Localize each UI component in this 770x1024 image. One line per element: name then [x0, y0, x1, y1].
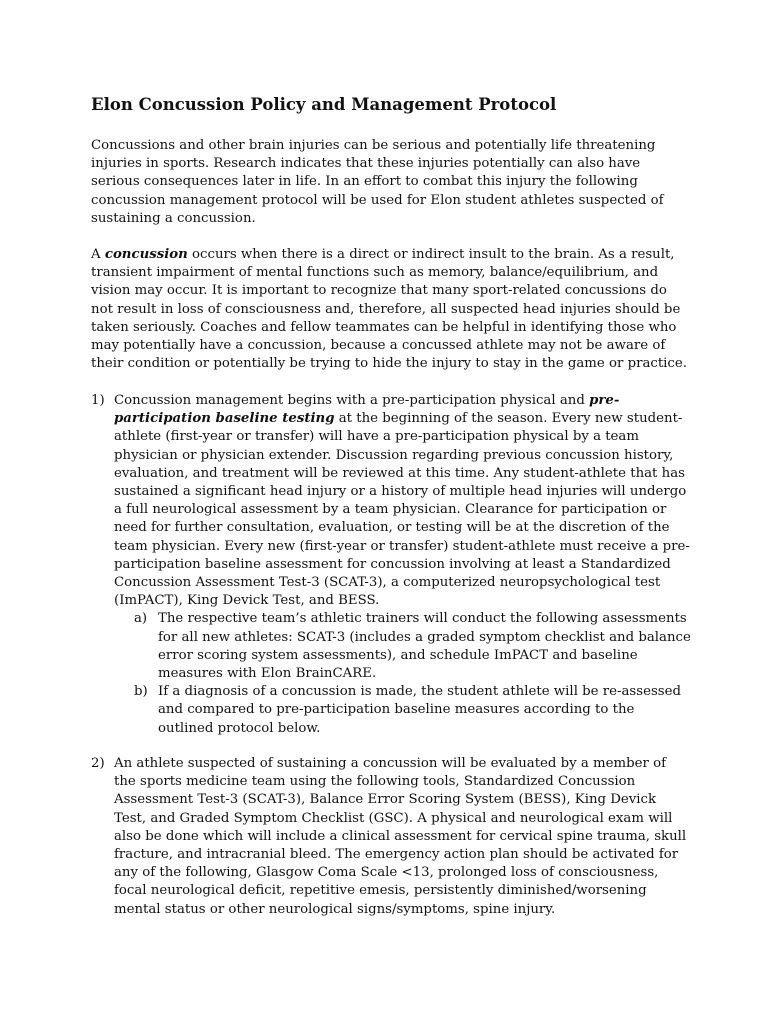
subitem-a — [134, 610, 691, 683]
intro-paragraph: Concussions and other brain injuries can be serious and potentially life threatening injuries in sports. Research indicates that these injuries potentially can also have serious consequences later in life. In an effort to combat this injury the following concussion management protocol will be used for Elon student athletes suspected of sustaining a concussion. — [91, 138, 664, 226]
subitem-a-mark: a) — [134, 611, 148, 627]
list-item-2-number: 2) — [91, 756, 105, 771]
subitem-b-text: If a diagnosis of a concussion is made, the student athlete will be re-assessed and compared to pre-participation baseline measures according to the outlined protocol below. — [158, 684, 681, 736]
list-item-2 — [91, 755, 691, 919]
list-item-1-number: 1) — [91, 393, 105, 408]
list-item-2-body: An athlete suspected of sustaining a concussion will be evaluated by a member of the sports medicine team using the following tools, Standardized Concussion Assessment Test-3 (SCAT-3), Balance Error Scoring System (BESS), King Devick Test, and Graded Symptom Checklist (GSC). A physical and neurological exam will also be done which will include a clinical assessment for cervical spine trauma, skull fracture, and intracranial bleed. The emergency action plan should be activated for any of the following, Glasgow Coma Scale <13, prolonged loss of consciousness, focal neurological deficit, repetitive emesis, persistently diminished/worsening mental status or other neurological signs/symptoms, spine injury. — [114, 756, 687, 917]
subitem-b — [134, 683, 691, 738]
subitem-a-text: The respective team’s athletic trainers will conduct the following assessments for all new athletes: SCAT-3 (includes a graded symptom checklist and balance error scoring system assessments), and schedule ImPACT and baseline measures with Elon BrainCARE. — [158, 611, 691, 682]
list-item-1 — [91, 392, 691, 738]
definition-lead: A — [91, 247, 105, 262]
concussion-term: concussion — [104, 247, 188, 262]
list-item-1-lead: Concussion management begins with a pre-participation physical and — [114, 393, 590, 408]
list-item-1-body — [114, 392, 691, 610]
document-title: Elon Concussion Policy and Management Protocol — [91, 95, 557, 114]
concussion-definition-paragraph — [91, 246, 691, 373]
list-item-1-text: at the beginning of the season. Every new student-athlete (first-year or transfer) will have a pre-participation physical by a team physician or physician extender. Discussion regarding previous concussion history, evaluation, and treatment will be reviewed at this time. Any student-athlete that has sustained a significant head injury or a history of multiple head injuries will undergo a full neurological assessment by a team physician. Clearance for participation or need for further consultation, evaluation, or testing will be at the discretion of the team physician. Every new (first-year or transfer) student-athlete must receive a pre-participation baseline assessment for concussion involving at least a Standardized Concussion Assessment Test-3 (SCAT-3), a computerized neuropsychological test (ImPACT), King Devick Test, and BESS. — [114, 411, 690, 609]
baseline-testing-term: pre-participation baseline testing — [114, 393, 620, 427]
subitem-b-mark: b) — [134, 684, 148, 700]
definition-text: occurs when there is a direct or indirect insult to the brain. As a result, transient impairment of mental functions such as memory, balance/equilibrium, and vision may occur. It is important to recognize that many sport-related concussions do not result in loss of consciousness and, therefore, all suspected head injuries should be taken seriously. Coaches and fellow teammates can be helpful in identifying those who may potentially have a concussion, because a concussed athlete may not be aware of their condition or potentially be trying to hide the injury to stay in the game or practice. — [91, 247, 687, 372]
